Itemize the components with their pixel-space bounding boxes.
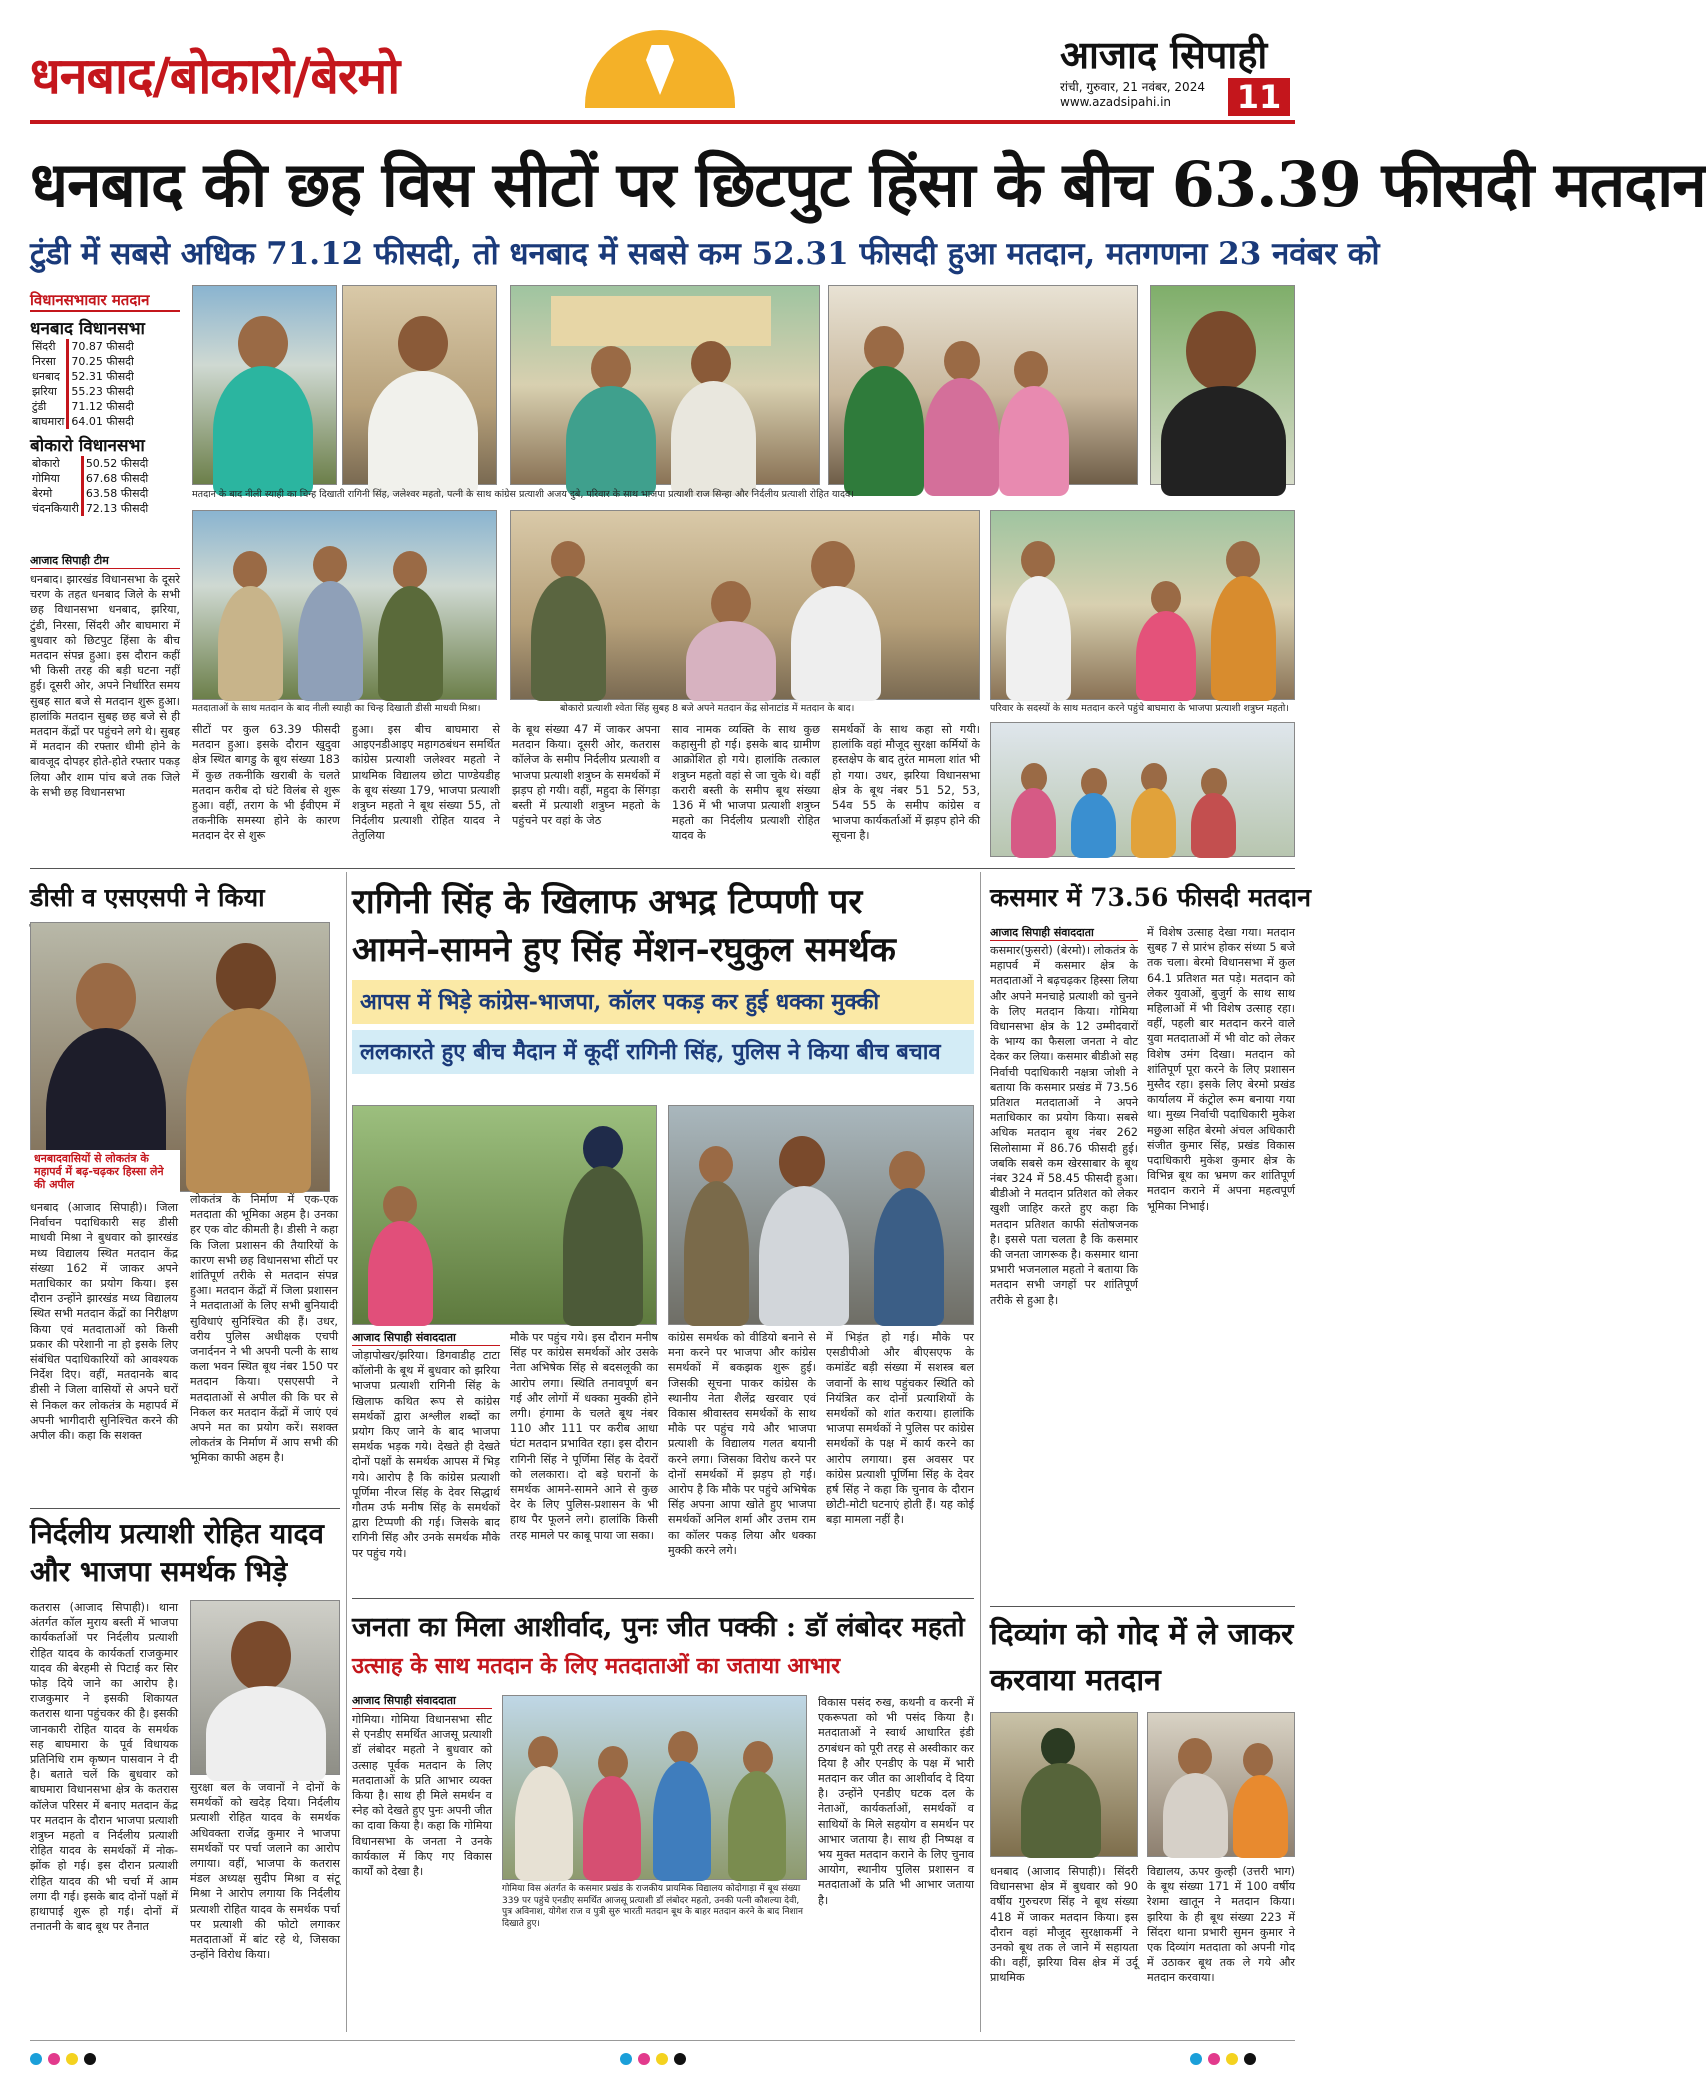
ragini-headline-1: रागिनी सिंह के खिलाफ अभद्र टिप्पणी पर [352, 882, 863, 922]
photo-caption-4: परिवार के सदस्यों के साथ मतदान करने पहुंचे बाघमारा के भाजपा प्रत्याशी शत्रुघ्न महतो। [990, 703, 1289, 714]
column-rule [346, 872, 347, 2032]
table-row: निरसा 70.25 फीसदी [30, 354, 138, 369]
table-row: बाघमारा 64.01 फीसदी [30, 414, 138, 429]
lead-body-2: सीटों पर कुल 63.39 फीसदी मतदान हुआ। इसके दौरान खुदुवा क्षेत्र स्थित बागडु के बूथ संख्या 183 में कुछ तकनीकि खराबी के चलते मतदान करीब दो घंटे विलंब से शुरू हुआ। वहीं, तराग के भी ईवीएम में तकनीकि समस्या होने के कारण मतदान देर से शुरू [192, 723, 340, 843]
rohit-body-2: सुरक्षा बल के जवानों ने दोनों के समर्थकों को खदेड़ दिया। निर्दलीय प्रत्याशी रोहित यादव के समर्थक अधिवक्ता राजेंद्र कुमार ने भाजपा समर्थकों पर पर्चा जलाने का आरोप लगाया। वहीं, भाजपा के कतरास मंडल अध्यक्ष सुदीप मिश्रा व संटू मिश्रा ने आरोप लगाया कि निर्दलीय प्रत्याशी रोहित यादव के समर्थक पर्चा पर प्रत्याशी की फोटो लगाकर मतदाताओं में बांट रहे थे, जिसका उन्होंने विरोध किया। [190, 1781, 340, 1962]
lead-body-1: धनबाद। झारखंड विधानसभा के दूसरे चरण के तहत धनबाद जिले के सभी छह विधानसभा धनबाद, झरिया, टुंडी, निरसा, सिंदरी और बाघमारा में बुधवार को छिटपुट हिंसा के बीच मतदान संपन्न हुआ। इस दौरान कहीं भी किसी तरह की बड़ी घटना नहीं हुई। दूसरी ओर, अपने निर्धारित समय सुबह सात बजे से मतदान शुरू हुआ। हालांकि मतदान सुबह छह बजे से ही मतदान केंद्रों पर पहुंचने लगे थे। सुबह में मतदान की रफ्तार धीमी होने के बावजूद दोपहर होते-होते रफ्तार पकड़ लिया और शाम पांच बजे तक जिले के सभी छह विधानसभा [30, 573, 180, 799]
site-url: www.azadsipahi.in [1060, 95, 1172, 109]
lambodar-subheadline: उत्साह के साथ मतदान के लिए मतदाताओं का जताया आभार [352, 1653, 841, 1679]
lead-body-3: हुआ। इस बीच बाघमारा से आइएनडीआइए महागठबंधन समर्थित कांग्रेस प्रत्याशी जलेश्वर महतो ने प्राथमिक विद्यालय छोटा पाण्डेयडीह के बूथ संख्या 179, भाजपा प्रत्याशी शत्रुघ्न महतो ने बूथ संख्या 55, तो निर्दलीय प्रत्याशी रोहित यादव ने तेतुलिया [352, 723, 500, 843]
lambodar-body-2: विकास पसंद रुख, कथनी व करनी में एकरूपता को भी पसंद किया है। मतदाताओं ने स्वार्थ आधारित इंडी ठगबंधन को पूरी तरह से अस्वीकार कर दिया है और एनडीए के पक्ष में भारी मतदान कर जीत का आशीर्वाद दे दिया है। उन्होंने एनडीए घटक दल के नेताओं, कार्यकर्ताओं, समर्थकों व साथियों के मिले सहयोग व समर्थन पर आभार जताया है। साथ ही निष्पक्ष व भय मुक्त मतदान कराने के लिए चुनाव आयोग, स्थानीय पुलिस प्रशासन व मतदाताओं के प्रति भी आभार जताया है। [818, 1696, 974, 1907]
kasmar-body-1: कसमार(फुसरो) (बेरमो)। लोकतंत्र के महापर्व में कसमार क्षेत्र के मतदाताओं ने बढ़चढ़कर हिस्सा लिया और अपने मनचाहे प्रत्याशी को चुनने के लिए मतदान किया। गोमिया विधानसभा क्षेत्र के 12 उम्मीदवारों के भाग्य का फैसला जनता ने वोट देकर कर लिया। कसमार बीडीओ सह निर्वाची पदाधिकारी नक्षत्रा जोशी ने बताया कि कसमार प्रखंड में 73.56 प्रतिशत मतदाताओं ने अपने मताधिकार का प्रयोग किया। सबसे अधिक मतदान बूथ नंबर 262 सिलोसामा में 86.76 फीसदी हुई। जबकि सबसे कम खेरसाबार के बूथ नंबर 324 में 58.45 फीसदी हुआ। बीडीओ ने मतदान प्रतिशत को लेकर खुशी जाहिर करते हुए कहा कि मतदान प्रतिशत काफी संतोषजनक है। इससे पता चलता है कि कसमार की जनता जागरूक है। कसमार थाना प्रभारी भजनलाल महतो ने बताया कि मतदान सभी जगहों पर शांतिपूर्ण तरीके से हुआ है। [990, 944, 1138, 1307]
registration-dot [620, 2053, 632, 2065]
lambodar-photo-caption: गोमिया विस अंतर्गत के कसमार प्रखंड के राजकीय प्रायमिक विद्यालय कोदोगाड़ा में बूथ संख्या 339 पर पहुंचे एनडीए समर्थित आजसू प्रत्याशी डॉ लंबोदर महतो, उनकी पत्नी कौशल्या देवी, पुत्र अविनाश, योगेश राज व पुत्री सुरु भारती मतदान बूथ के बाहर मतदान करने के बाद निशान दिखाते हुए। [502, 1884, 803, 1929]
date-line: रांची, गुरुवार, 21 नवंबर, 2024 [1060, 80, 1205, 94]
ragini-body-4: में भिड़ंत हो गई। मौके पर एसडीपीओ और बीएसएफ के कमांडेंट बड़ी संख्या में सशस्त्र बल जवानों के साथ पहुंचकर स्थिति को नियंत्रित कर दोनों प्रत्याशियों के समर्थकों को शांत कराया। हालांकि भाजपा समर्थकों ने पुलिस पर कांग्रेस समर्थकों के पक्ष में कार्य करने का आरोप लगाया। इस अवसर पर कांग्रेस प्रत्याशी पूर्णिमा सिंह के देवर हर्ष सिंह ने कहा कि चुनाव के दौरान छोटी-मोटी घटनाएं होती हैं। यह कोई बड़ा मामला नहीं है। [826, 1331, 974, 1527]
photo-injured-worker [190, 1600, 340, 1775]
header-rule [30, 120, 1295, 124]
registration-dot [1208, 2053, 1220, 2065]
ragini-byline: आजाद सिपाही संवाददाता [352, 1330, 500, 1346]
vote-box-title: विधानसभावार मतदान [30, 290, 180, 312]
lead-headline: धनबाद की छह विस सीटों पर छिटपुट हिंसा के बीच 63.39 फीसदी मतदान [30, 148, 1706, 221]
photo-soldier-carrying [990, 1712, 1138, 1857]
ragini-headline-2: आमने-सामने हुए सिंह मेंशन-रघुकुल समर्थक [352, 930, 896, 970]
photo-rohit-yadav [1150, 285, 1295, 485]
masthead: आजाद सिपाही [1060, 32, 1268, 77]
color-registration-center [620, 2050, 692, 2069]
ragini-band-1: आपस में भिड़े कांग्रेस-भाजपा, कॉलर पकड़ कर हुई धक्का मुक्की [352, 980, 974, 1024]
divider [352, 1598, 974, 1599]
kasmar-body-2: में विशेष उत्साह देखा गया। मतदान सुबह 7 से प्रारंभ होकर संध्या 5 बजे तक चला। बेरमो विधानसभा में कुल 64.1 प्रतिशत मत पड़े। मतदान को लेकर युवाओं, बुजुर्ग के साथ साथ महिलाओं में भी विशेष उत्साह रहा। वहीं, पहली बार मतदान करने वाले युवा मतदाताओं में भी वोट को लेकर विशेष उमंग दिखा। मतदान को शांतिपूर्ण पूरा करने के लिए प्रशासन मुस्तैद रहा। इसके लिए बेरमो प्रखंड कार्यालय में कंट्रोल रूम बनाया गया था। मुख्य निर्वाची पदाधिकारी मुकेश मछुआ सहित बेरमो अंचल अधिकारी संजीत कुमार सिंह, प्रखंड विकास पदाधिकारी मुकेश कुमार क्षेत्र के विभिन्न बूथ का भ्रमण कर शांतिपूर्ण मतदान कराने में अपना महत्वपूर्ण भूमिका निभाई। [1147, 926, 1295, 1213]
table-row: टुंडी 71.12 फीसदी [30, 399, 138, 414]
dc-headline: डीसी व एसएसपी ने किया [30, 883, 265, 912]
divyang-body-2: विद्यालय, ऊपर कुल्ही (उत्तरी भाग) के बूथ संख्या 171 में 100 वर्षीय रेशमा खातून ने मतदान किया। झरिया के ही बूथ संख्या 223 में सिंदरा थाना प्रभारी सुमन कुमार ने एक दिव्यांग मतदाता को अपनी गोद में उठाकर बूथ तक ले गये और मतदान करवाया। [1147, 1865, 1295, 1985]
divider [30, 1508, 340, 1509]
photo-dc-voters [192, 510, 497, 700]
lead-body-6: समर्थकों के साथ कहा सो गयी। हालांकि वहां मौजूद सुरक्षा कर्मियों के हस्तक्षेप के बाद तुरंत मामला शांत भी हो गया। उधर, झरिया विधानसभा क्षेत्र के बूथ नंबर 51 52, 53, 54व 55 के समीप कांग्रेस व भाजपा कार्यकर्ताओं में झड़प होने की सूचना है। [832, 723, 980, 843]
registration-dot [30, 2053, 42, 2065]
photo-ragini-confrontation [352, 1105, 657, 1325]
color-registration-right [1190, 2050, 1262, 2069]
lead-body-5: साव नामक व्यक्ति के साथ कुछ कहासुनी हो गई। इसके बाद ग्रामीण आक्रोशित हो गये। हालांकि तत्काल शत्रुघ्न महतो वहां से जा चुके थे। वहीं करारी बस्ती के समीप बूथ संख्या 136 में भी भाजपा प्रत्याशी शत्रुघ्न महतो का निर्दलीय प्रत्याशी रोहित यादव के [672, 723, 820, 843]
section-title: धनबाद/बोकारो/बेरमो [30, 46, 400, 105]
dc-photo-caption: धनबादवासियों से लोकतंत्र के महापर्व में बढ़-चढ़कर हिस्सा लेने की अपील [30, 1150, 180, 1193]
photo-raj-sinha-family [828, 285, 1138, 485]
table-row: सिंदरी 70.87 फीसदी [30, 339, 138, 354]
divyang-headline: दिव्यांग को गोद में ले जाकर करवाया मतदान [990, 1617, 1294, 1698]
vote-box [30, 290, 180, 516]
group1-title: धनबाद विधानसभा [30, 319, 145, 339]
dc-body-1: धनबाद (आजाद सिपाही)। जिला निर्वाचन पदाधिकारी सह डीसी माधवी मिश्रा ने बुधवार को झारखंड मध्य विद्यालय स्थित मतदान केंद्र संख्या 162 में जाकर अपने मताधिकार का प्रयोग किया। इस दौरान उन्होंने झारखंड मध्य विद्यालय स्थित सभी मतदान केंद्रों का निरीक्षण किया एवं मतदाताओं को किसी प्रकार की परेशानी ना हो इसके लिए संबंधित पदाधिकारियों को आवश्यक निर्देश दिए। वहीं, मतदानके बाद डीसी ने जिला वासियों से अपने घरों से निकल कर लोकतंत्र के महापर्व में अपनी भागीदारी सुनिश्चित करने की अपील की। कहा कि सशक्त [30, 1201, 178, 1443]
photo-shatrughan-family [990, 510, 1295, 700]
divyang-body-1: धनबाद (आजाद सिपाही)। सिंदरी विधानसभा क्षेत्र में बुधवार को 90 वर्षीय गुरुचरण सिंह ने बूथ संख्या 418 में जाकर मतदान किया। इस दौरान वहां मौजूद सुरक्षाकर्मी ने उनको बूथ तक ले जाने में सहायता की। वहीं, झरिया विस क्षेत्र में उर्दू प्राथमिक [990, 1865, 1138, 1985]
registration-dot [656, 2053, 668, 2065]
photo-ragini-singh [192, 285, 337, 485]
lead-byline: आजाद सिपाही टीम [30, 553, 180, 569]
table-row: गोमिया 67.68 फीसदी [30, 471, 152, 486]
registration-dot [1244, 2053, 1256, 2065]
registration-dot [638, 2053, 650, 2065]
lambodar-headline: जनता का मिला आशीर्वाद, पुनः जीत पक्की : डॉ लंबोदर महतो [352, 1612, 965, 1643]
rohit-body-1: कतरास (आजाद सिपाही)। थाना अंतर्गत कॉल मुराय बस्ती में भाजपा कार्यकर्ताओं पर निर्दलीय प्रत्याशी रोहित यादव के कार्यकर्ता राजकुमार यादव की बेरहमी से पिटाई कर सिर फोड़ दिये जाने का आरोप है। राजकुमार ने इसकी शिकायत कतरास थाना पहुंचकर की है। इसकी जानकारी रोहित यादव के समर्थक सह बाघमारा के पूर्व विधायक प्रतिनिधि राम कृष्णन पासवान ने दी है। बताते चलें कि बुधवार को बाघमारा विधानसभा क्षेत्र के कतरास कॉलेज परिसर में बनाए मतदान केंद्र पर मतदान के दौरान भाजपा प्रत्याशी शत्रुघ्न महतो व निर्दलीय प्रत्याशी रोहित यादव के समर्थकों में नोक-झोंक हो गई। इस दौरान प्रत्याशी रोहित यादव की भी चर्चा में आम लगा दी गई। इसके बाद दोनों पक्षों में हाथापाई शुरू हो गई। दोनों में तनातनी के बाद बूथ पर तैनात [30, 1601, 178, 1934]
lead-subheadline: टुंडी में सबसे अधिक 71.12 फीसदी, तो धनबाद में सबसे कम 52.31 फीसदी हुआ मतदान, मतगणना 23 नवंबर को [30, 236, 1380, 272]
rohit-headline: निर्दलीय प्रत्याशी रोहित यादव और भाजपा समर्थक भिड़े [30, 1517, 324, 1588]
kasmar-headline: कसमार में 73.56 फीसदी मतदान [990, 883, 1312, 912]
dc-body-2: लोकतंत्र के निर्माण में एक-एक मतदाता की भूमिका अहम है। उनका हर एक वोट कीमती है। डीसी ने कहा कि जिला प्रशासन की तैयारियों के कारण सभी छह विधानसभा सीटों पर शांतिपूर्ण तरीके से मतदान संपन्न हुआ। मतदान केंद्रों में जिला प्रशासन ने मतदाताओं के लिए सभी बुनियादी सुविधाएं सुनिश्चित की हैं। उधर, वरीय पुलिस अधीक्षक एचपी जनार्दनन ने भी अपनी पत्नी के साथ कला भवन स्थित बूथ नंबर 150 पर मतदान किया। एसएसपी ने मतदाताओं से अपील की कि घर से निकल कर मतदान केंद्रों में जाएं एवं अपने मत का प्रयोग करें। सशक्त लोकतंत्र के निर्माण में आप सभी की भूमिका काफी अहम है। [190, 1193, 338, 1465]
kasmar-byline: आजाद सिपाही संवाददाता [990, 925, 1138, 941]
lambodar-body-1: गोमिया। गोमिया विधानसभा सीट से एनडीए समर्थित आजसू प्रत्याशी डॉ लंबोदर महतो ने बुधवार को उत्साह पूर्वक मतदान के लिए मतदाताओं के प्रति आभार व्यक्त किया है। साथ ही मिले समर्थन व स्नेह को देखते हुए पुनः अपनी जीत का दावा किया है। कहा कि गोमिया विधानसभा के जनता ने उनके कार्यकाल में किए गए विकास कार्यों को देखा है। [352, 1713, 492, 1879]
table-row: बोकारो 50.52 फीसदी [30, 456, 152, 471]
color-registration-left [30, 2050, 102, 2069]
registration-dot [48, 2053, 60, 2065]
registration-dot [1190, 2053, 1202, 2065]
column-rule [980, 872, 981, 2032]
table-row: चंदनकियारी 72.13 फीसदी [30, 501, 152, 516]
photo-lambodar-family [502, 1695, 807, 1880]
page-number: 11 [1228, 78, 1290, 116]
lambodar-byline: आजाद सिपाही संवाददाता [352, 1693, 492, 1709]
photo-crowd-scuffle [668, 1105, 974, 1325]
ragini-body-2: मौके पर पहुंच गये। इस दौरान मनीष सिंह पर कांग्रेस समर्थकों ओर उसके नेता अभिषेक सिंह से बदसलूकी का आरोप लगा। स्थिति तनावपूर्ण बन गई और लोगों में धक्का मुक्की होने लगी। हंगामा के चलते बूथ नंबर 110 और 111 पर करीब आधा घंटा मतदान प्रभावित रहा। इस दौरान रागिनी सिंह ने पूर्णिमा सिंह के देवरों को ललकारा। दो बड़े घरानों के समर्थक आमने-सामने आने से कुछ देर के लिए पुलिस-प्रशासन के भी हाथ पैर फूलने लगे। हालांकि किसी तरह मामले पर काबू पाया जा सका। [510, 1331, 658, 1542]
registration-dot [66, 2053, 78, 2065]
ragini-body-3: कांग्रेस समर्थक को वीडियो बनाने से मना करने पर भाजपा और कांग्रेस समर्थकों में बकझक शुरू हुई। जिसकी सूचना पाकर कांग्रेस के स्थानीय नेता शैलेंद्र खरवार एवं विकास श्रीवास्तव समर्थकों के साथ मौके पर पहुंच गये और भाजपा प्रत्याशी के विद्यालय गलत बयानी करने लगा। जिसका विरोध करने पर दोनों समर्थकों में झड़प हो गई। आरोप है कि मौके पर पहुंचे अभिषेक सिंह अपना आपा खोते हुए भाजपा समर्थकों अनिल शर्मा और उत्तम राम का कॉलर पकड़ लिया और धक्का मुक्की करने लगे। [668, 1331, 816, 1557]
ragini-band-2: ललकारते हुए बीच मैदान में कूदीं रागिनी सिंह, पुलिस ने किया बीच बचाव [352, 1030, 974, 1074]
registration-dot [1226, 2053, 1238, 2065]
photo-shweta-singh [510, 510, 980, 700]
group2-title: बोकारो विधानसभा [30, 436, 145, 456]
photo-ajay-dubey-family [510, 285, 820, 485]
ragini-body-1: जोड़ापोखर/झरिया। डिगवाडीह टाटा कॉलोनी के बूथ में बुधवार को झरिया भाजपा प्रत्याशी रागिनी सिंह के खिलाफ कथित रूप से कांग्रेस समर्थकों द्वारा अश्लील शब्दों का प्रयोग किए जाने के बाद भाजपा समर्थक भड़क गये। देखते ही देखते दोनों पक्षों के समर्थक आपस में भिड़ गये। आरोप है कि कांग्रेस प्रत्याशी पूर्णिमा नीरज सिंह के देवर सिद्धार्थ गौतम उर्फ मनीष सिंह के समर्थकों द्वारा टिप्पणी की गई। जिसके बाद रागिनी सिंह और उनके समर्थक मौके पर पहुंच गये। [352, 1349, 500, 1560]
group2-table [30, 456, 152, 516]
table-row: धनबाद 52.31 फीसदी [30, 369, 138, 384]
divider [30, 868, 1295, 869]
footer-rule [30, 2040, 1295, 2041]
photo-elderly-voter [1147, 1712, 1295, 1857]
group1-table [30, 339, 138, 429]
photo-caption-3: बोकारो प्रत्याशी श्वेता सिंह सुबह 8 बजे अपने मतदान केंद्र सोनाटांड में मतदान के बाद। [560, 703, 855, 714]
registration-dot [84, 2053, 96, 2065]
table-row: बेरमो 63.58 फीसदी [30, 486, 152, 501]
divider [990, 1606, 1295, 1607]
photo-caption-1: मतदान के बाद नीली स्याही का चिन्ह दिखाती रागिनी सिंह, जलेश्वर महतो, पत्नी के साथ कांग्रेस प्रत्याशी अजय दुबे, परिवार के साथ भाजपा प्रत्याशी राज सिन्हा और निर्दलीय प्रत्याशी रोहित यादव। [192, 489, 854, 500]
registration-dot [674, 2053, 686, 2065]
photo-voter-queue [990, 722, 1295, 857]
photo-jaleshwar-mahto [342, 285, 497, 485]
photo-caption-2: मतदाताओं के साथ मतदान के बाद नीली स्याही का चिन्ह दिखाती डीसी माधवी मिश्रा। [192, 703, 481, 714]
table-row: झरिया 55.23 फीसदी [30, 384, 138, 399]
lead-body-4: के बूथ संख्या 47 में जाकर अपना मतदान किया। दूसरी ओर, कतरास कॉलेज के समीप निर्दलीय प्रत्याशी व भाजपा प्रत्याशी शत्रुघ्न के समर्थकों में झड़प हो गयी। वहीं, महुदा के सिंगड़ा बस्ती में प्रत्याशी शत्रुघ्न महतो के पहुंचने पर वहां के जेठ [512, 723, 660, 828]
